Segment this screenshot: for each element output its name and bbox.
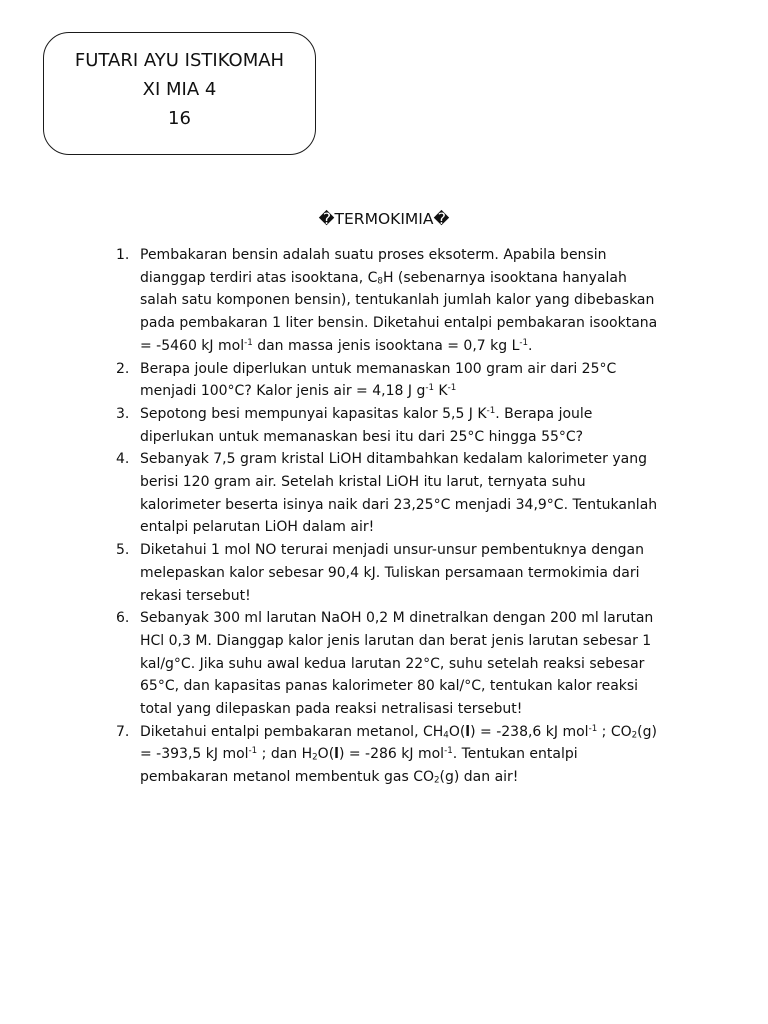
question-text-line: kal/g°C. Jika suhu awal kedua larutan 22°C, suhu setelah reaksi sebesar [140, 655, 645, 672]
document-title: �TERMOKIMIA� [318, 210, 450, 228]
question-number: 6. [116, 610, 130, 627]
question-text-line: Sepotong besi mempunyai kapasitas kalor 5,5 J $K^{-1}$. Berapa joule [140, 405, 593, 422]
question-text-line: berisi 120 gram air. Setelah kristal LiOH itu larut, ternyata suhu [140, 474, 586, 491]
question-item [116, 539, 676, 607]
question-text-line: = -5460 kJ mol$^{-1}$ dan massa jenis isooktana = 0,7 kg $L^{-1}$. [140, 337, 533, 354]
question-number: 1. [116, 247, 130, 263]
student-class: XI MIA 4 [142, 79, 217, 100]
question-item [116, 607, 676, 721]
question-text-line: Diketahui entalpi pembakaran metanol, $CH_4O(l) = -238,6$ kJ mol$^{-1}$ ; $CO_2(g)$ [140, 723, 657, 741]
question-list [116, 244, 676, 789]
question-text-line: total yang dilepaskan pada reaksi netralisasi tersebut! [140, 701, 523, 718]
question-text-line: Pembakaran bensin adalah suatu proses eksoterm. Apabila bensin [140, 247, 607, 263]
question-text-line: melepaskan kalor sebesar 90,4 kJ. Tuliskan persamaan termokimia dari [140, 564, 640, 581]
question-item [116, 721, 676, 789]
question-text-line: kalorimeter beserta isinya naik dari 23,25°C menjadi 34,9°C. Tentukanlah [140, 496, 658, 513]
question-text-line: Berapa joule diperlukan untuk memanaskan 100 gram air dari 25°C [140, 360, 617, 377]
question-number: 7. [116, 723, 130, 740]
question-text-line: salah satu komponen bensin), tentukanlah jumlah kalor yang dibebaskan [140, 292, 655, 309]
question-text-line: diperlukan untuk memanaskan besi itu dari 25°C hingga 55°C? [140, 428, 584, 445]
question-text-line: = -393,5 kJ mol$^{-1}$ ; dan $H_2O(l) = -286$ kJ mol$^{-1}$. Tentukan entalpi [140, 746, 578, 764]
question-text-line: pembakaran metanol membentuk gas $CO_2(g)$ dan air! [140, 769, 519, 786]
student-info-box [43, 32, 316, 155]
student-name: FUTARI AYU ISTIKOMAH [74, 50, 285, 71]
question-text-line: Sebanyak 7,5 gram kristal LiOH ditambahkan kedalam kalorimeter yang [140, 451, 647, 468]
question-number: 2. [116, 360, 130, 377]
question-item [116, 244, 676, 358]
question-text-line: pada pembakaran 1 liter bensin. Diketahui entalpi pembakaran isooktana [140, 315, 658, 332]
question-number: 5. [116, 542, 130, 559]
question-number: 4. [116, 451, 130, 468]
question-text-line: Sebanyak 300 ml larutan NaOH 0,2 M dinetralkan dengan 200 ml larutan [140, 610, 654, 627]
question-number: 3. [116, 405, 130, 422]
question-item [116, 448, 676, 539]
student-number: 16 [168, 108, 191, 129]
question-text-line: entalpi pelarutan LiOH dalam air! [140, 519, 375, 536]
question-text-line: HCl 0,3 M. Dianggap kalor jenis larutan dan berat jenis larutan sebesar 1 [140, 632, 652, 649]
question-text-line: Diketahui 1 mol NO terurai menjadi unsur-unsur pembentuknya dengan [140, 542, 644, 559]
question-text-line: 65°C, dan kapasitas panas kalorimeter 80 kal/°C, tentukan kalor reaksi [140, 678, 639, 695]
question-text-line: menjadi 100°C? Kalor jenis air = 4,18 J $g^{-1}$ $K^{-1}$ [140, 383, 457, 400]
question-item [116, 403, 676, 448]
question-text-line: rekasi tersebut! [140, 587, 251, 604]
question-text-line: dianggap terdiri atas isooktana, $C_8H$ (sebenarnya isooktana hanyalah [140, 269, 627, 287]
question-item [116, 358, 676, 403]
